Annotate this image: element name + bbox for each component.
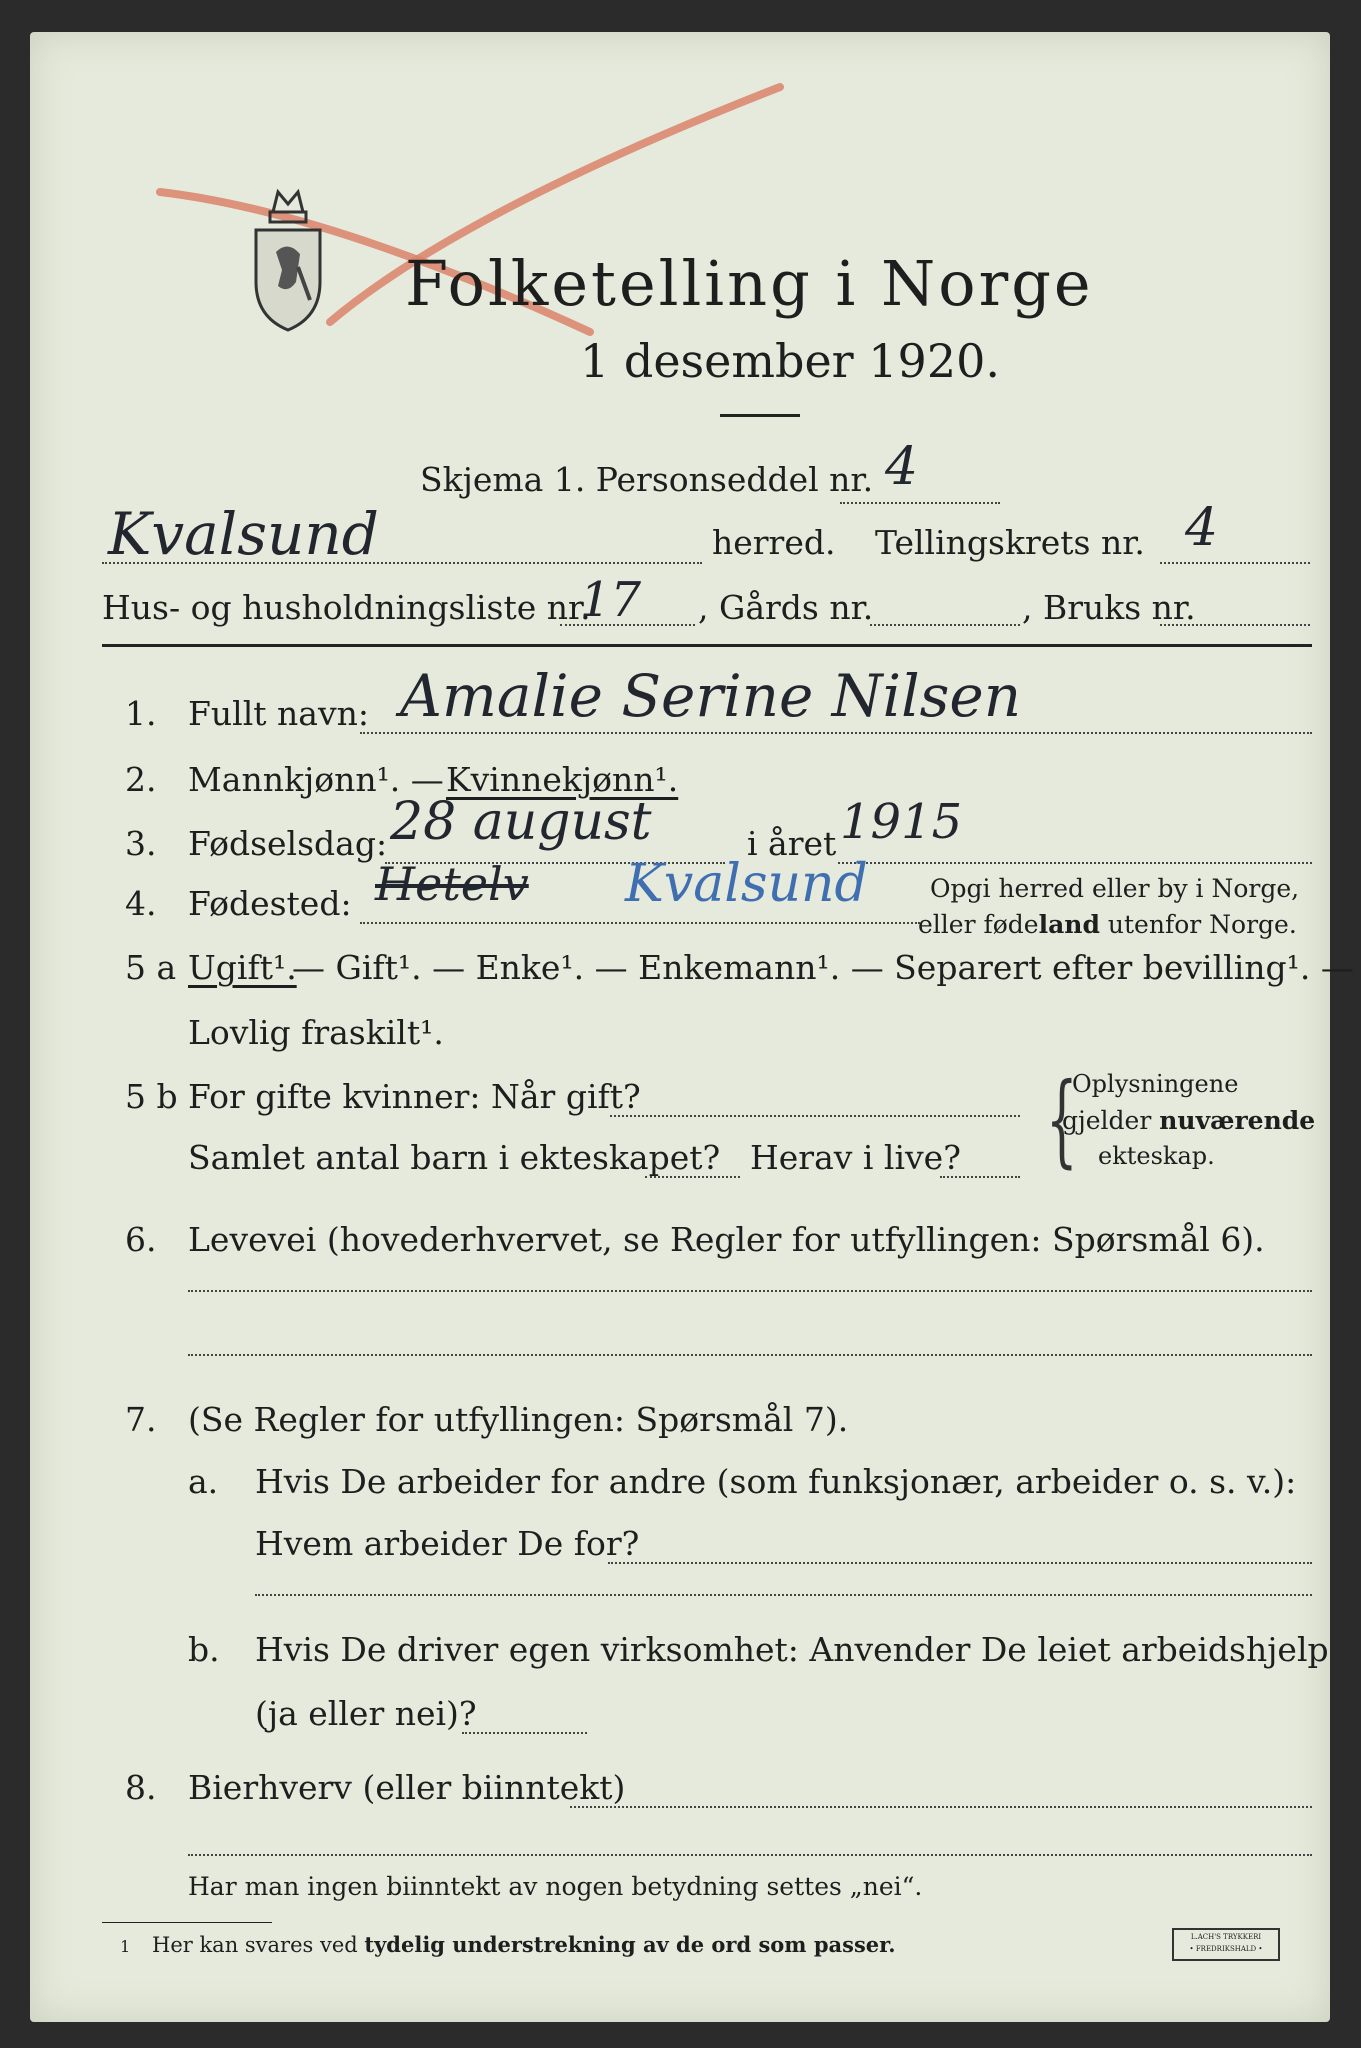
q3-year-value: 1915 <box>840 794 963 850</box>
census-date: 1 desember 1920. <box>580 334 1000 388</box>
skjema-value: 4 <box>885 437 919 497</box>
tellingskrets-value: 4 <box>1185 498 1219 558</box>
q1-label: Fullt navn: <box>188 694 369 733</box>
q1-number: 1. <box>125 694 157 733</box>
q8-line1 <box>570 1806 1312 1808</box>
q7a-text: Hvis De arbeider for andre (som funksjonær, arbeider o. s. v.): <box>255 1462 1297 1501</box>
skjema-line <box>840 502 1000 504</box>
q4-note-land: land <box>1038 910 1100 939</box>
q5b-label: For gifte kvinner: Når gift? <box>188 1077 641 1116</box>
footnote-part1: Her kan svares ved <box>152 1933 365 1957</box>
q6-line1 <box>188 1290 1312 1292</box>
q7-number: 7. <box>125 1400 157 1439</box>
gards-line <box>870 624 1020 626</box>
printer-stamp-line1: L.ACH'S TRYKKERI <box>1190 1933 1262 1941</box>
herred-label: herred. <box>712 523 836 562</box>
q6-line2 <box>188 1354 1312 1356</box>
herred-line <box>102 562 702 564</box>
q5b-note-line3: ekteskap. <box>1098 1142 1215 1170</box>
q3-number: 3. <box>125 824 157 863</box>
q2-label-male: Mannkjønn¹. — <box>188 760 444 799</box>
bruks-line <box>1160 624 1310 626</box>
q7b-line2: (ja eller nei)? <box>255 1694 477 1733</box>
q1-value: Amalie Serine Nilsen <box>400 662 1022 730</box>
q3-year-line <box>838 862 1312 864</box>
q7a-letter: a. <box>188 1462 219 1501</box>
q5a-line2: Lovlig fraskilt¹. <box>188 1013 444 1052</box>
q7a-line2: Hvem arbeider De for? <box>255 1524 640 1563</box>
tellingskrets-line <box>1160 562 1310 564</box>
printer-stamp-line2: • FREDRIKSHALD • <box>1189 1945 1263 1953</box>
q8-label: Bierhverv (eller biinntekt) <box>188 1768 626 1807</box>
q3-value: 28 august <box>390 792 652 852</box>
q5b-number: 5 b <box>125 1077 178 1116</box>
q4-note-part1: eller føde <box>918 910 1039 939</box>
q5b-note-line2 <box>1062 1106 1315 1135</box>
q4-struck-value: Hetelv <box>375 857 529 911</box>
hus-value: 17 <box>580 572 642 628</box>
q3-label: Fødselsdag: <box>188 824 388 863</box>
q7b-answer-line <box>462 1732 587 1734</box>
q4-line <box>360 922 920 924</box>
q5a-ugift: Ugift¹. <box>188 948 297 987</box>
title-divider <box>720 414 800 417</box>
red-cross-mark <box>30 32 1330 452</box>
herred-value: Kvalsund <box>108 500 379 568</box>
tellingskrets-label: Tellingskrets nr. <box>875 523 1145 562</box>
form-title: Folketelling i Norge <box>405 247 1094 320</box>
q5a-number: 5 a <box>125 948 177 987</box>
header-divider <box>102 644 1312 647</box>
footnote-number: 1 <box>120 1937 131 1956</box>
q5b-children-label: Samlet antal barn i ekteskapet? <box>188 1138 721 1177</box>
coat-of-arms-icon <box>248 182 328 332</box>
q2-number: 2. <box>125 760 157 799</box>
q4-note-part3: utenfor Norge. <box>1099 910 1297 939</box>
q4-number: 4. <box>125 884 157 923</box>
q7-label: (Se Regler for utfyllingen: Spørsmål 7). <box>188 1400 849 1439</box>
skjema-label: Skjema 1. Personseddel nr. <box>420 460 874 499</box>
q5b-note-line1: Oplysningene <box>1072 1070 1239 1098</box>
q7b-letter: b. <box>188 1630 220 1669</box>
census-form-sheet <box>30 32 1354 2022</box>
q4-value: Kvalsund <box>625 854 868 914</box>
q8-number: 8. <box>125 1768 157 1807</box>
q5b-married-line <box>610 1115 1020 1117</box>
q5b-note-gjelder: gjelder <box>1062 1106 1160 1135</box>
q5a-options: — Gift¹. — Enke¹. — Enkemann¹. — Separert efter bevilling¹. — <box>292 948 1354 987</box>
hus-label: Hus- og husholdningsliste nr. <box>102 588 591 627</box>
q7b-text: Hvis De driver egen virksomhet: Anvender De leiet arbeidshjelp <box>255 1630 1329 1669</box>
q2-label-female: Kvinnekjønn¹. <box>446 760 679 799</box>
q5b-alive-line <box>940 1176 1020 1178</box>
q4-note-line2 <box>918 910 1297 939</box>
q5b-note-current: nuværende <box>1159 1106 1316 1135</box>
q7a-extra-line <box>255 1594 1312 1596</box>
q4-label: Fødested: <box>188 884 352 923</box>
bruks-label: , Bruks nr. <box>1022 588 1196 627</box>
q5b-children-line <box>645 1176 740 1178</box>
q7a-employer-line <box>608 1562 1312 1564</box>
q3-year-label: i året <box>747 824 837 863</box>
footnote-text <box>152 1932 896 1957</box>
printer-stamp <box>1172 1928 1280 1961</box>
q1-line <box>360 732 1312 734</box>
q4-note-line1: Opgi herred eller by i Norge, <box>930 874 1300 903</box>
footnote-divider <box>102 1922 272 1923</box>
q6-label: Levevei (hovederhvervet, se Regler for utfyllingen: Spørsmål 6). <box>188 1220 1265 1259</box>
q6-number: 6. <box>125 1220 157 1259</box>
footnote-part2: tydelig understrekning av de ord som passer. <box>364 1932 896 1957</box>
q8-line2 <box>188 1854 1312 1856</box>
q8-note: Har man ingen biinntekt av nogen betydning settes „nei“. <box>188 1872 923 1901</box>
q5b-brace: { <box>1045 1061 1078 1178</box>
gards-label: , Gårds nr. <box>698 588 874 627</box>
q5b-alive-label: Herav i live? <box>750 1138 961 1177</box>
